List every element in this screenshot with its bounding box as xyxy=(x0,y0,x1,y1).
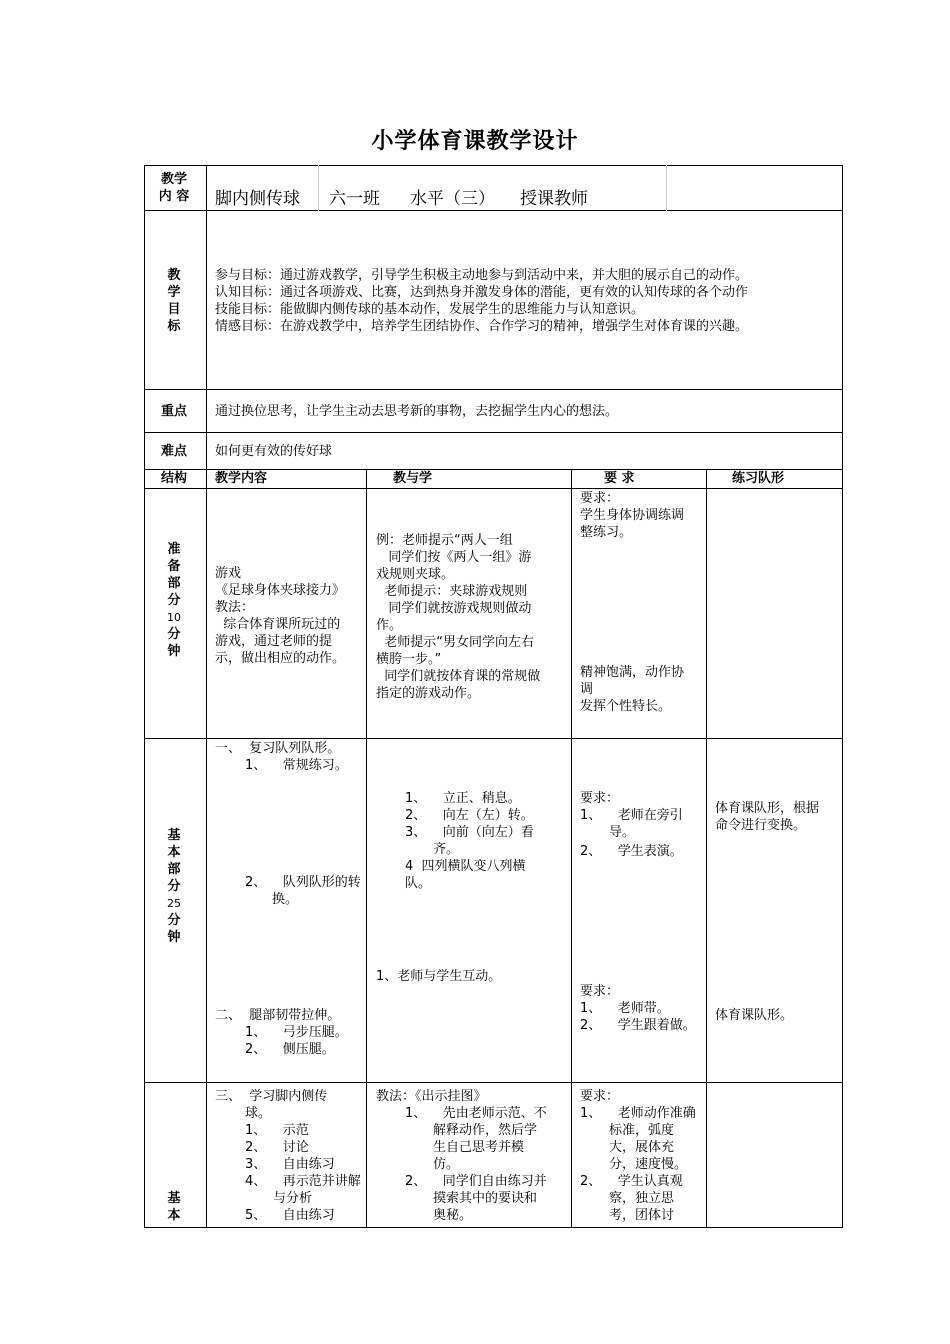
basic-item-1-2b: 换。 xyxy=(272,892,299,907)
col-content: 教学内容 xyxy=(215,471,268,486)
col-requirement: 要 求 xyxy=(604,471,635,486)
col-structure: 结构 xyxy=(160,471,187,486)
basic-req-1-1: 1、 老师在旁引 xyxy=(580,808,683,823)
basic2-content-head-b: 球。 xyxy=(245,1106,272,1121)
basic2-teach-items: 1、 先由老师示范、不 解释动作，然后学 生自己思考并模 仿。 2、 同学们自由练习并 摸索其中的要诀和 奥秘。 xyxy=(405,1106,547,1223)
prep-requirement-2: 精神饱满，动作协 调 发挥个性特长。 xyxy=(580,665,685,714)
key-point-label: 重点 xyxy=(160,404,187,419)
basic-label: 基 本 部 分 25 分 钟 xyxy=(167,828,181,945)
basic-req-1-1b: 导。 xyxy=(609,825,636,840)
basic2-content-head: 三、 学习脚内侧传 xyxy=(215,1089,328,1104)
teacher-label: 授课教师 xyxy=(520,189,588,209)
basic-item-1: 一、 复习队列队形。 xyxy=(215,741,341,756)
class-name: 六一班 xyxy=(329,189,380,209)
basic-teach-1: 1、 立正、稍息。 xyxy=(405,791,521,806)
col-teach: 教与学 xyxy=(393,471,433,486)
objectives-text: 参与目标：通过游戏教学，引导学生积极主动地参与到活动中来，并大胆的展示自己的动作。 认知目标：通过各项游戏、比赛，达到热身并激发身体的潜能，更有效的认知传球的各个动作 技能目标：能做脚内侧传球的基本动作，发展学生的思维能力与认知意识。 情感目标：在游戏教学中，培养学生团结协作、合作学习的精神，增强学生对体育课的兴趣。 xyxy=(215,268,749,334)
basic-teach-3: 3、 向前（向左）看 xyxy=(405,825,534,840)
basic2-label: 基 本 xyxy=(167,1191,181,1223)
basic-teach-4: 4 四列横队变八列横 xyxy=(405,859,526,874)
basic-formation-2: 体育课队形。 xyxy=(715,1008,794,1023)
key-point-text: 通过换位思考，让学生主动去思考新的事物，去挖掘学生内心的想法。 xyxy=(215,404,619,419)
basic-formation-1: 体育课队形，根据 命令进行变换。 xyxy=(715,801,820,833)
prep-requirement: 要求： 学生身体协调练调 整练习。 xyxy=(580,491,685,540)
basic-req-1: 要求： xyxy=(580,791,620,806)
basic-req-1-2: 2、 学生表演。 xyxy=(580,844,683,859)
basic2-teach-head: 教法：《出示挂图》 xyxy=(376,1089,487,1104)
basic-item-1-2: 2、 队列队形的转 xyxy=(245,875,361,890)
basic-req-2-2: 2、 学生跟着做。 xyxy=(580,1018,696,1033)
basic-teach-3b: 齐。 xyxy=(433,842,460,857)
col-formation: 练习队形 xyxy=(732,471,785,486)
level: 水平（三） xyxy=(410,189,495,209)
lesson-name: 脚内侧传球 xyxy=(215,189,300,209)
basic-teach-2: 2、 向左（左）转。 xyxy=(405,808,534,823)
basic-req-2: 要求： xyxy=(580,984,620,999)
difficulty-text: 如何更有效的传好球 xyxy=(215,444,333,459)
content-label: 教学 内 容 xyxy=(158,172,190,204)
difficulty-label: 难点 xyxy=(160,444,187,459)
basic-item-2-2: 2、 侧压腿。 xyxy=(245,1042,335,1057)
prep-content: 游戏 《足球身体夹球接力》 教法： 综合体育课所玩过的 游戏，通过老师的提 示，做出相应的动作。 xyxy=(215,566,346,666)
basic-item-2-1: 1、 弓步压腿。 xyxy=(245,1025,348,1040)
prep-teach: 例：老师提示“两人一组 同学们按《两人一组》游 戏规则夹球。 老师提示：夹球游戏规则 同学们就按游戏规则做动 作。 老师提示“男女同学向左右 横胯一步。” 同学们就按体育课的常规做 指定的游戏动作。 xyxy=(376,533,541,701)
basic-req-2-1: 1、 老师带。 xyxy=(580,1001,670,1016)
objectives-label: 教 学 目 标 xyxy=(167,268,181,334)
basic2-content-items: 1、 示范 2、 讨论 3、 自由练习 4、 再示范并讲解 与分析 5、 自由练习 xyxy=(245,1123,361,1223)
basic-teach-5: 1、老师与学生互动。 xyxy=(376,969,502,984)
prep-label: 准 备 部 分 10 分 钟 xyxy=(167,542,181,659)
basic-item-2: 二、 腿部韧带拉伸。 xyxy=(215,1008,341,1023)
basic2-req-items: 1、 老师动作准确 标准，弧度 大，展体充 分，速度慢。 2、 学生认真观 察，独立思 考，团体讨 xyxy=(580,1106,696,1223)
basic-item-1-1: 1、 常规练习。 xyxy=(245,758,348,773)
basic2-req-head: 要求： xyxy=(580,1089,620,1104)
page-title: 小学体育课教学设计 xyxy=(371,129,579,154)
basic-teach-4b: 队。 xyxy=(405,876,432,891)
